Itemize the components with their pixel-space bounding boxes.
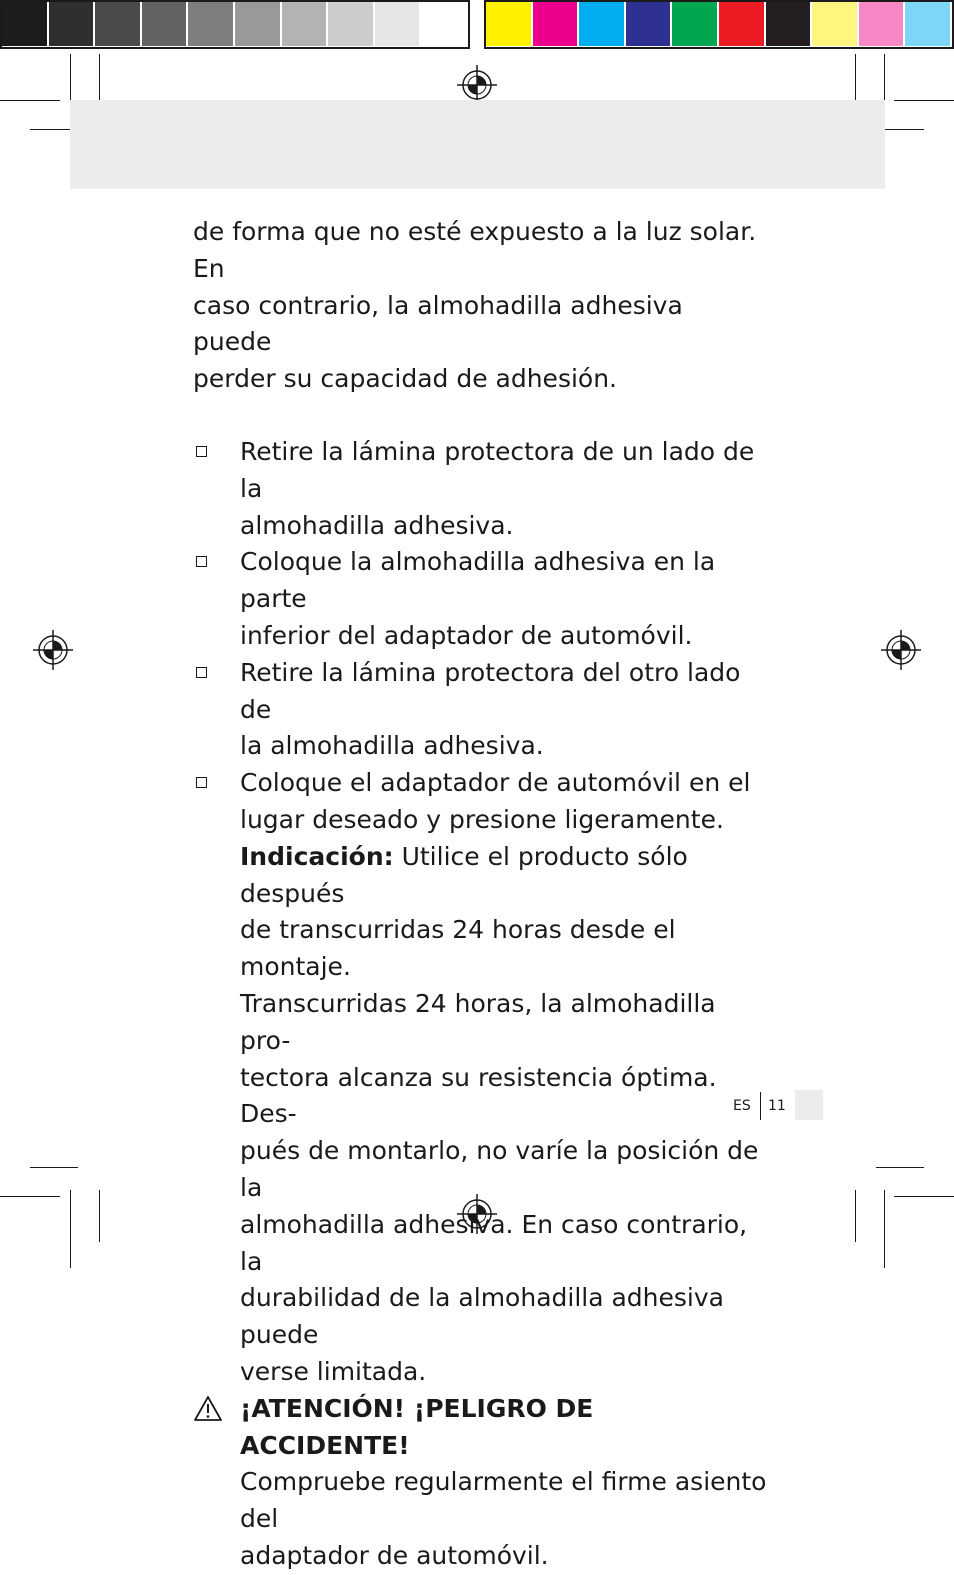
color-swatch	[812, 2, 857, 46]
checkbox-square-icon	[196, 556, 207, 567]
color-swatch	[766, 2, 811, 46]
step-line: Coloque el adaptador de automóvil en el	[240, 768, 751, 798]
gray-swatch	[95, 2, 140, 46]
step-item	[193, 655, 768, 765]
gray-swatch	[375, 2, 420, 46]
gray-swatch	[49, 2, 94, 46]
step-line: la almohadilla adhesiva.	[240, 731, 544, 761]
warning-title: ¡ATENCIÓN! ¡PELIGRO DE ACCIDENTE!	[240, 1393, 594, 1460]
note-line: verse limitada.	[240, 1356, 427, 1386]
color-swatch	[905, 2, 950, 46]
warning-block	[193, 1391, 768, 1575]
checkbox-square-icon	[196, 667, 207, 678]
registration-mark-right-icon	[881, 630, 921, 670]
gray-swatch	[235, 2, 280, 46]
note-line: de transcurridas 24 horas desde el montaje.	[240, 915, 676, 982]
note-line: pués de montarlo, no varíe la posición de la	[240, 1136, 759, 1202]
warning-line: Compruebe regularmente el firme asiento del	[240, 1467, 767, 1534]
page-number: 11	[768, 1098, 786, 1114]
warning-line: adaptador de automóvil.	[240, 1540, 549, 1570]
footer-divider	[760, 1092, 761, 1120]
gray-swatch	[188, 2, 233, 46]
color-swatch	[626, 2, 671, 46]
color-swatch	[533, 2, 578, 46]
checkbox-square-icon	[196, 446, 207, 457]
intro-paragraph	[193, 214, 768, 398]
intro-line: perder su capacidad de adhesión.	[193, 364, 617, 394]
color-swatch	[719, 2, 764, 46]
step-item	[193, 434, 768, 544]
note-text: Utilice el producto sólo después	[240, 841, 688, 908]
step-item	[193, 765, 768, 1391]
registration-mark-top-icon	[457, 65, 497, 105]
page-content	[193, 214, 768, 1575]
color-swatch	[579, 2, 624, 46]
gray-swatch	[328, 2, 373, 46]
color-swatch	[859, 2, 904, 46]
note-line: durabilidad de la almohadilla adhesiva puede	[240, 1283, 724, 1350]
footer-tab	[795, 1090, 823, 1120]
intro-line: caso contrario, la almohadilla adhesiva puede	[193, 290, 683, 357]
intro-line: de forma que no esté expuesto a la luz solar. En	[193, 217, 757, 283]
note-line: almohadilla adhesiva. En caso contrario, la	[240, 1209, 748, 1276]
color-swatch	[486, 2, 531, 46]
warning-triangle-icon	[193, 1395, 223, 1422]
step-line: inferior del adaptador de automóvil.	[240, 620, 693, 650]
registration-mark-left-icon	[33, 630, 73, 670]
gray-swatch	[2, 2, 47, 46]
header-band	[70, 100, 885, 189]
gray-swatch	[421, 2, 466, 46]
note-line: tectora alcanza su resistencia óptima. Des-	[240, 1062, 717, 1129]
note-first-line	[240, 839, 768, 913]
step-line: Retire la lámina protectora del otro lado de	[240, 657, 741, 724]
step-line: almohadilla adhesiva.	[240, 510, 514, 540]
note-label: Indicación:	[240, 841, 394, 871]
step-line: Retire la lámina protectora de un lado de la	[240, 436, 755, 503]
gray-swatch	[142, 2, 187, 46]
language-code: ES	[733, 1098, 751, 1114]
checkbox-square-icon	[196, 777, 207, 788]
color-swatch	[672, 2, 717, 46]
steps-list	[193, 434, 768, 1575]
step-line: Coloque la almohadilla adhesiva en la parte	[240, 547, 716, 614]
gray-swatch	[282, 2, 327, 46]
note-line: Transcurridas 24 horas, la almohadilla pro-	[240, 988, 716, 1055]
step-line: lugar deseado y presione ligeramente.	[240, 804, 724, 834]
step-item	[193, 544, 768, 654]
